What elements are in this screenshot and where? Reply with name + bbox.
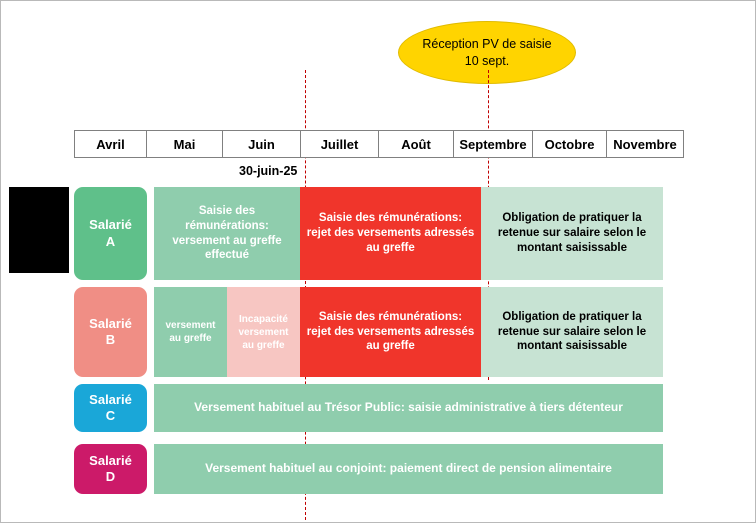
- black-decorative-block: [9, 187, 69, 273]
- timeline-row-salarie-d: [74, 444, 663, 494]
- row-segment: Saisie des rémunérations: rejet des versements adressés au greffe: [300, 287, 481, 377]
- row-tag-salarie-d: [74, 444, 147, 494]
- row-segment: Incapacité versement au greffe: [227, 287, 300, 377]
- timeline-row-salarie-a: [74, 187, 663, 280]
- timeline-month-header: [74, 130, 684, 158]
- timeline-row-salarie-c: [74, 384, 663, 432]
- row-tag-letter: B: [105, 332, 116, 347]
- row-segment: Obligation de pratiquer la retenue sur salaire selon le montant saisissable: [481, 187, 663, 280]
- month-cell: Juin: [223, 130, 301, 158]
- month-cell: Mai: [147, 130, 223, 158]
- month-cell: Août: [379, 130, 454, 158]
- row-tag-label: Salarié: [89, 315, 132, 331]
- month-cell: Avril: [74, 130, 147, 158]
- row-segment: Saisie des rémunérations: versement au greffe effectué: [154, 187, 300, 280]
- callout-text: Réception PV de saisie 10 sept.: [422, 36, 552, 68]
- row-segment: Versement habituel au Trésor Public: saisie administrative à tiers détenteur: [154, 384, 663, 432]
- row-segment: Obligation de pratiquer la retenue sur salaire selon le montant saisissable: [481, 287, 663, 377]
- month-cell: Octobre: [533, 130, 607, 158]
- month-cell: Juillet: [301, 130, 379, 158]
- row-tag-label: Salarié: [89, 452, 132, 468]
- row-tag-letter: C: [105, 408, 116, 423]
- date-marker-label: 30-juin-25: [239, 164, 298, 178]
- month-cell: Septembre: [454, 130, 533, 158]
- row-tag-salarie-c: [74, 384, 147, 432]
- row-tag-salarie-b: [74, 287, 147, 377]
- month-cell: Novembre: [607, 130, 684, 158]
- row-tag-letter: A: [105, 233, 116, 249]
- callout-reception-pv: [398, 21, 576, 84]
- row-segment: Versement habituel au conjoint: paiement direct de pension alimentaire: [154, 444, 663, 494]
- timeline-row-salarie-b: [74, 287, 663, 377]
- row-tag-label: Salarié: [89, 217, 132, 233]
- row-tag-letter: D: [105, 469, 116, 484]
- row-segment: versement au greffe: [154, 287, 227, 377]
- row-tag-salarie-a: [74, 187, 147, 280]
- row-segment: Saisie des rémunérations: rejet des versements adressés au greffe: [300, 187, 481, 280]
- row-tag-label: Salarié: [89, 391, 132, 407]
